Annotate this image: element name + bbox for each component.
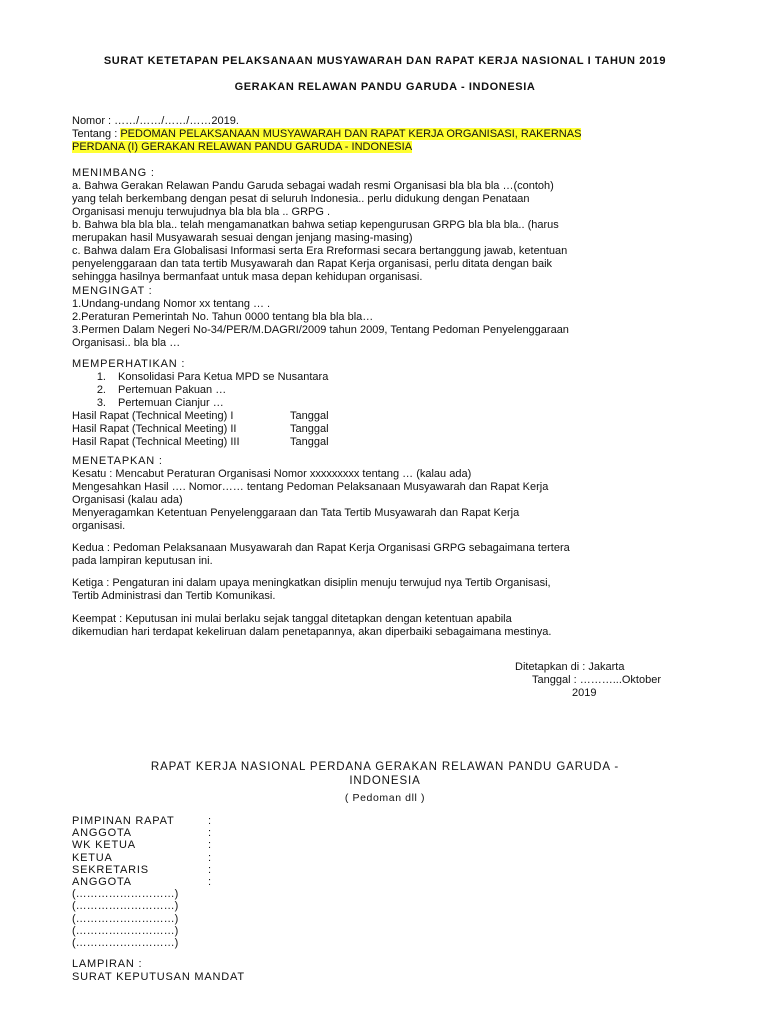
signature-block — [515, 661, 705, 700]
mengingat-line: Organisasi.. bla bla … — [72, 337, 181, 349]
tentang-line — [72, 128, 692, 141]
memperhatikan-heading: MEMPERHATIKAN : — [72, 358, 186, 370]
tentang-value-highlight: PEDOMAN PELAKSANAAN MUSYAWARAH DAN RAPAT KERJA ORGANISASI, RAKERNAS — [120, 128, 582, 140]
blank-signature-line: (………………………) — [72, 924, 179, 937]
officer-row: ANGGOTA : — [72, 827, 212, 840]
signature-date: Tanggal : ………...Oktober — [532, 674, 661, 686]
mengingat-heading: MENGINGAT : — [72, 285, 153, 297]
signature-place: Ditetapkan di : Jakarta — [515, 661, 625, 673]
section2-title: RAPAT KERJA NASIONAL PERDANA GERAKAN RELAWAN PANDU GARUDA - INDONESIA — [150, 761, 620, 787]
lampiran-heading: LAMPIRAN : — [72, 958, 143, 970]
lampiran-section — [72, 958, 245, 984]
memperhatikan-section — [72, 358, 692, 449]
document-title: SURAT KETETAPAN PELAKSANAAN MUSYAWARAH DAN RAPAT KERJA NASIONAL I TAHUN 2019 — [103, 55, 667, 67]
menetapkan-heading: MENETAPKAN : — [72, 455, 163, 467]
section2-subtitle: ( Pedoman dll ) — [344, 792, 426, 804]
menimbang-line: c. Bahwa dalam Era Globalisasi Informasi serta Era Rreformasi secara bertanggung jawab, ketentuan — [72, 245, 568, 257]
reference-block — [72, 115, 692, 154]
blank-signature-line: (………………………) — [72, 936, 179, 949]
officer-row: ANGGOTA : — [72, 875, 212, 888]
menimbang-heading: MENIMBANG : — [72, 167, 155, 179]
menimbang-line: penyelenggaraan dan tata tertib Musyawarah dan Rapat Kerja organisasi, perlu ditata dengan baik — [72, 258, 553, 270]
tentang-line-2 — [72, 141, 692, 154]
menimbang-line: yang telah berkembang dengan pesat di seluruh Indonesia.. perlu didukung dengan Penataan — [72, 193, 530, 205]
tentang-value-highlight-2: PERDANA (I) GERAKAN RELAWAN PANDU GARUDA - INDONESIA — [72, 141, 413, 153]
menimbang-line: merupakan hasil Musyawarah sesuai dengan jenjang masing-masing) — [72, 232, 413, 244]
menimbang-line: Organisasi menuju terwujudnya bla bla bla .. GRPG . — [72, 206, 331, 218]
list-item: 1. Konsolidasi Para Ketua MPD se Nusantara — [96, 371, 329, 383]
mengingat-line: 3.Permen Dalam Negeri No-34/PER/M.DAGRI/2009 tahun 2009, Tentang Pedoman Penyelenggaraan — [72, 324, 569, 336]
officer-row: WK KETUA : — [72, 839, 212, 852]
kesatu-line: Mengesahkan Hasil …. Nomor…… tentang Pedoman Pelaksanaan Musyawarah dan Rapat Kerja — [72, 481, 549, 493]
kesatu-line: Kesatu : Mencabut Peraturan Organisasi Nomor xxxxxxxxx tentang … (kalau ada) — [72, 468, 472, 480]
blank-signature-line: (………………………) — [72, 912, 179, 925]
menimbang-section — [72, 167, 692, 284]
memperhatikan-list — [72, 371, 692, 410]
blank-signature-line: (………………………) — [72, 900, 179, 913]
mengingat-line: 1.Undang-undang Nomor xx tentang … . — [72, 298, 271, 310]
mengingat-line: 2.Peraturan Pemerintah No. Tahun 0000 tentang bla bla bla… — [72, 311, 374, 323]
menimbang-line: b. Bahwa bla bla bla.. telah mengamanatkan bahwa setiap kepengurusan GRPG bla bla bla.. (harus — [72, 219, 559, 231]
keempat-paragraph: Keempat : Keputusan ini mulai berlaku sejak tanggal ditetapkan dengan ketentuan apabila dikemudian hari terdapat kekeliruan dalam penetapannya, akan diperbaiki sebagaimana mestinya. — [72, 613, 552, 638]
list-item: 2. Pertemuan Pakuan … — [96, 384, 227, 396]
meeting-row: Hasil Rapat (Technical Meeting) II Tanggal — [72, 423, 329, 435]
document-subtitle: GERAKAN RELAWAN PANDU GARUDA - INDONESIA — [234, 81, 536, 93]
nomor-line: Nomor : ……/……/……/……2019. — [72, 115, 239, 127]
tentang-label: Tentang : — [72, 128, 121, 140]
officers-list — [72, 815, 212, 949]
officer-row: KETUA : — [72, 851, 212, 864]
blank-signature-line: (………………………) — [72, 888, 179, 901]
menimbang-line: sehingga hasilnya bermanfaat untuk masa depan kehidupan organisasi. — [72, 271, 423, 283]
list-item: 3. Pertemuan Cianjur … — [96, 397, 224, 409]
ketiga-paragraph: Ketiga : Pengaturan ini dalam upaya meningkatkan disiplin menuju terwujud nya Tertib Organisasi, Tertib Administrasi dan Tertib Komunikasi. — [72, 577, 551, 602]
meeting-row: Hasil Rapat (Technical Meeting) I Tanggal — [72, 410, 329, 422]
menimbang-line: a. Bahwa Gerakan Relawan Pandu Garuda sebagai wadah resmi Organisasi bla bla bla …(contoh) — [72, 180, 554, 192]
kedua-paragraph: Kedua : Pedoman Pelaksanaan Musyawarah dan Rapat Kerja Organisasi GRPG sebagaimana tertera pada lampiran keputusan ini. — [72, 542, 570, 567]
kesatu-line: Menyeragamkan Ketentuan Penyelenggaraan dan Tata Tertib Musyawarah dan Rapat Kerja — [72, 507, 520, 519]
officer-row: SEKRETARIS : — [72, 863, 212, 876]
officer-row: PIMPINAN RAPAT : — [72, 815, 212, 827]
mengingat-section — [72, 285, 692, 350]
lampiran-item: SURAT KEPUTUSAN MANDAT — [72, 971, 245, 983]
meeting-row: Hasil Rapat (Technical Meeting) III Tanggal — [72, 436, 329, 448]
signature-year: 2019 — [572, 687, 597, 699]
kesatu-line: organisasi. — [72, 520, 126, 532]
menetapkan-section — [72, 455, 692, 533]
kesatu-line: Organisasi (kalau ada) — [72, 494, 183, 506]
